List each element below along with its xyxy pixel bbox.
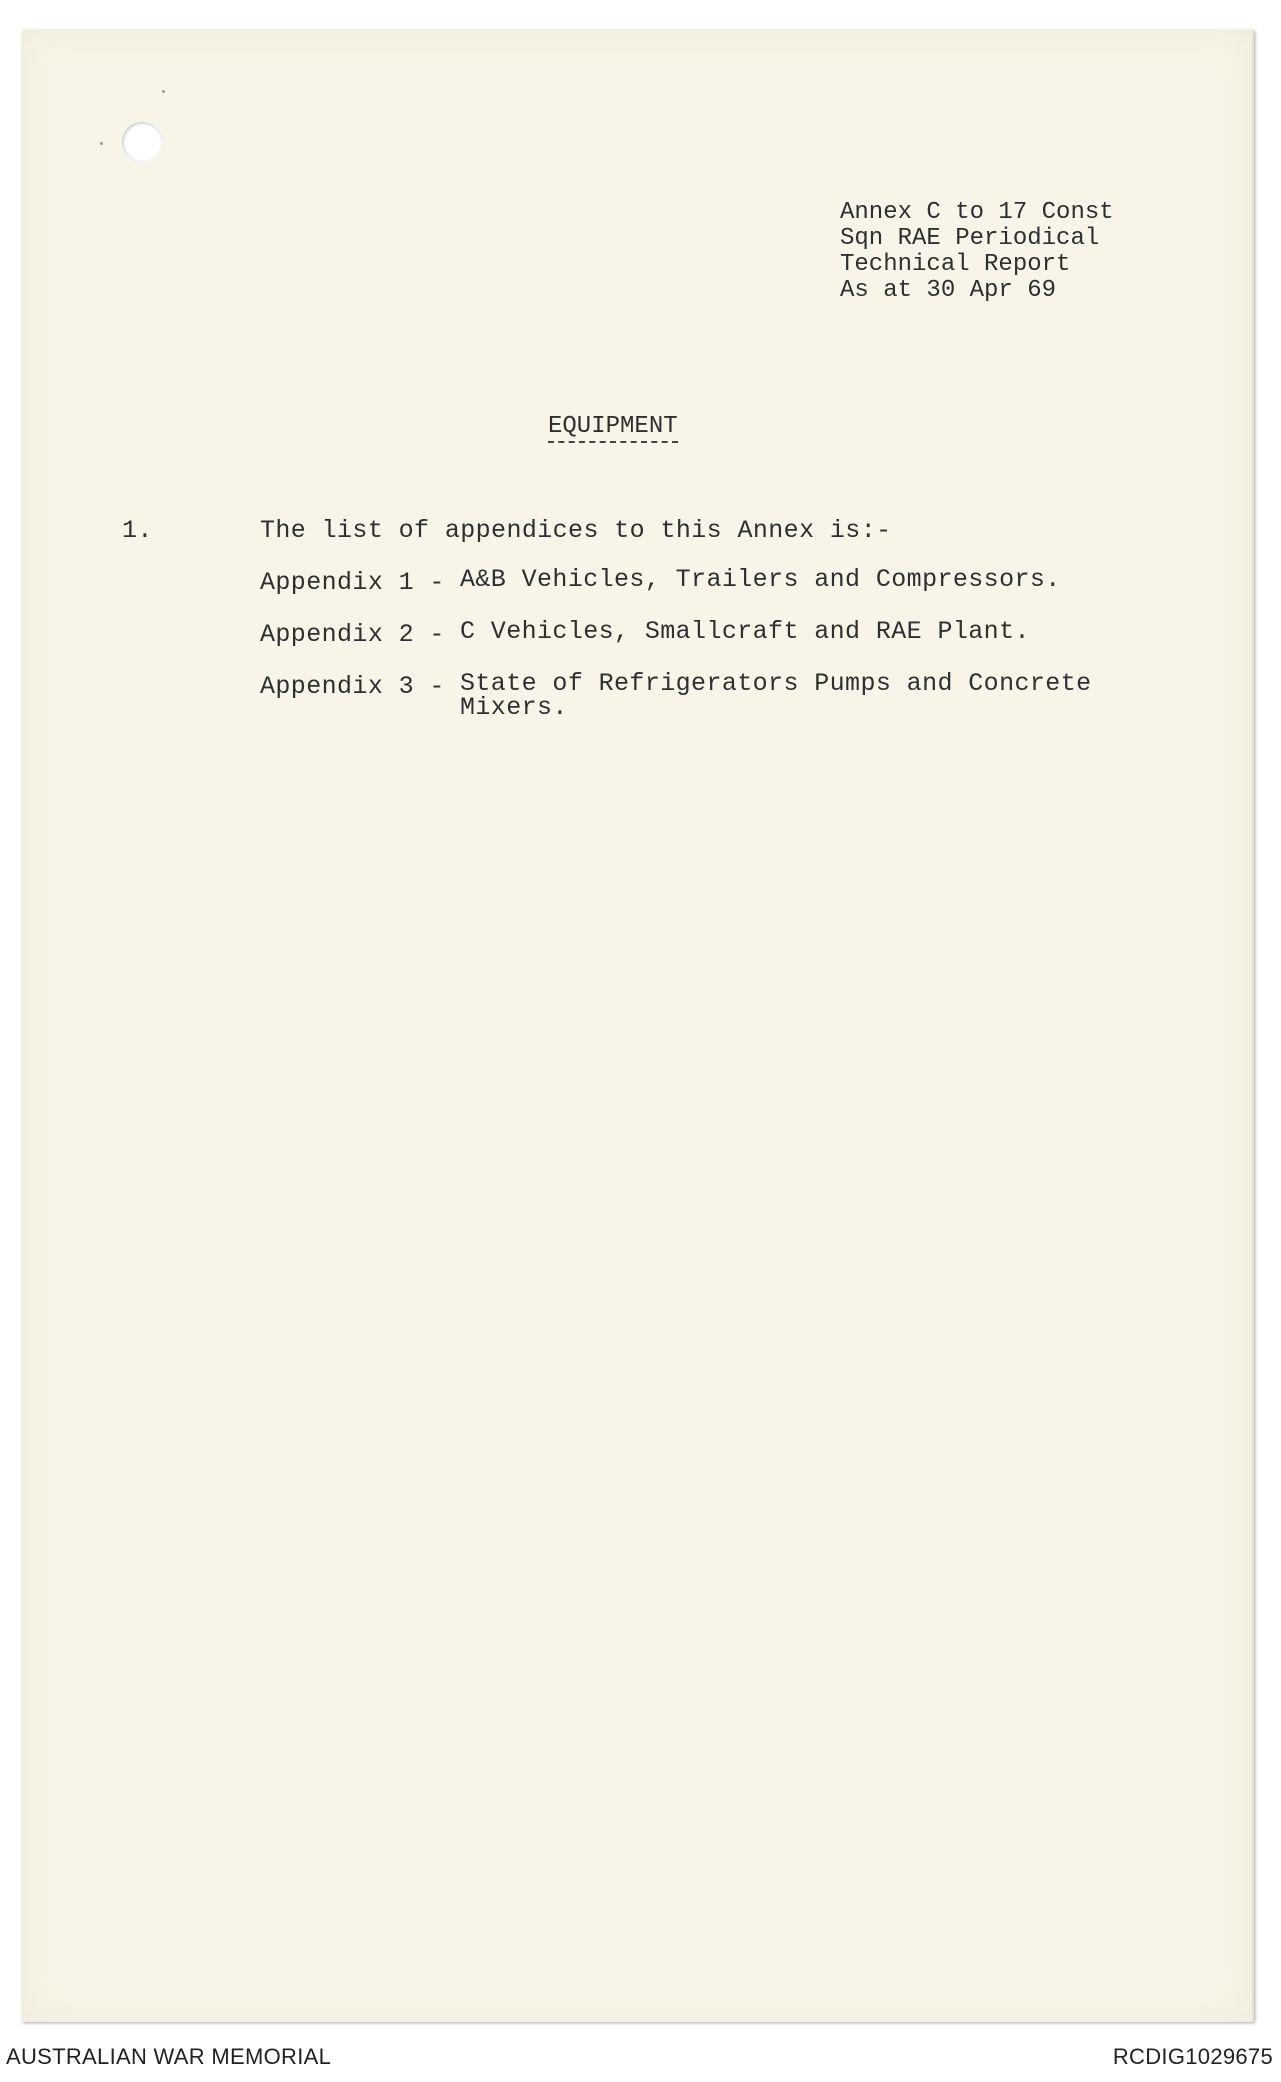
page-title: EQUIPMENT <box>548 414 678 443</box>
annex-header-line: Sqn RAE Periodical <box>840 225 1100 252</box>
appendix-description <box>460 617 1030 646</box>
appendix-description-line: State of Refrigerators Pumps and Concrete <box>460 669 1092 698</box>
appendix-description-line: A&B Vehicles, Trailers and Compressors. <box>460 565 1061 594</box>
paper-speck <box>162 90 165 93</box>
document-page <box>22 30 1254 2022</box>
footer-institution: AUSTRALIAN WAR MEMORIAL <box>6 2044 332 2069</box>
appendix-label: Appendix 2 - <box>260 620 445 649</box>
appendix-item-2 <box>260 617 1030 649</box>
appendix-item-3 <box>260 669 1092 722</box>
annex-header-line: Annex C to 17 Const <box>840 199 1114 226</box>
appendix-description <box>460 565 1061 594</box>
annex-header <box>840 200 1114 304</box>
paragraph-number: 1. <box>122 516 153 545</box>
appendix-description <box>460 669 1092 722</box>
appendix-label: Appendix 3 - <box>260 672 445 701</box>
footer-record-id: RCDIG1029675 <box>1112 2044 1273 2069</box>
annex-header-line: As at 30 Apr 69 <box>840 277 1057 304</box>
annex-header-line: Technical Report <box>840 251 1071 278</box>
appendix-label: Appendix 1 - <box>260 568 445 597</box>
paper-speck <box>100 142 103 145</box>
paragraph-intro: The list of appendices to this Annex is:- <box>260 516 892 545</box>
appendix-description-line: C Vehicles, Smallcraft and RAE Plant. <box>460 617 1030 646</box>
appendix-description-line: Mixers. <box>460 693 568 722</box>
appendix-item-1 <box>260 565 1061 597</box>
punch-hole <box>122 122 162 162</box>
